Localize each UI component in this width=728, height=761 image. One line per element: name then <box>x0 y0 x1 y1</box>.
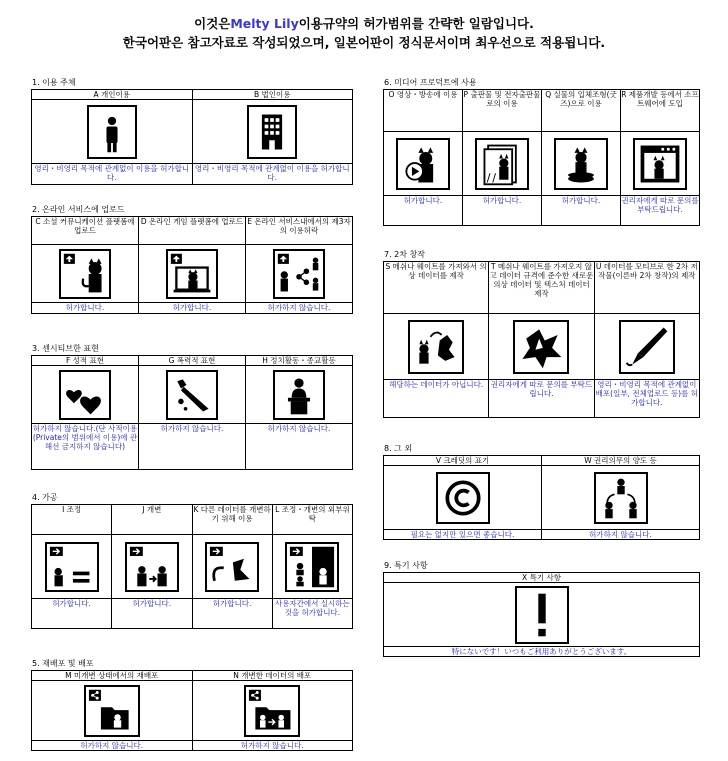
section-derivative-works <box>383 250 700 418</box>
col-label: E 온라인 서비스내에서의 제3자의 이용허락 <box>246 217 353 245</box>
modify-icon <box>125 542 179 592</box>
permission-table <box>383 261 700 418</box>
section-title: 2. 온라인 서비스에 업로드 <box>32 205 125 214</box>
col-label: I 조정 <box>32 505 112 535</box>
col-label: X 특기 사항 <box>384 573 700 583</box>
permission-table <box>383 455 700 540</box>
permission-text: 사용자간에서 실시하는 것을 허가합니다. <box>272 599 352 629</box>
col-label: P 출판물 및 전자출판물로의 이용 <box>463 90 542 132</box>
col-label: B 법인이용 <box>192 90 353 100</box>
col-label: J 개변 <box>112 505 192 535</box>
section-title: 4. 가공 <box>32 493 58 502</box>
permission-text: 허가합니다. <box>32 303 139 314</box>
col-label: V 크레딧의 표기 <box>384 456 542 466</box>
permission-text: 허가하지 않습니다. <box>32 741 193 751</box>
software-icon <box>633 138 687 190</box>
permission-text: 허가합니다. <box>384 196 463 226</box>
header-prefix: 이것은 <box>194 16 231 31</box>
video-icon <box>396 138 450 190</box>
permission-table <box>31 216 353 314</box>
section-title: 8. 그 외 <box>384 444 413 453</box>
permission-table <box>31 670 353 751</box>
section-title: 1. 이용 주체 <box>32 78 76 87</box>
col-label: C 소셜 커뮤니케이션 플랫폼에 업로드 <box>32 217 139 245</box>
adjust-icon <box>45 542 99 592</box>
permission-table <box>383 89 700 226</box>
texture-icon <box>513 320 569 374</box>
distribute-modified-icon <box>244 685 300 737</box>
header-line-1 <box>0 14 728 33</box>
col-label: K 다른 데이터를 개변하기 위해 이용 <box>192 505 272 535</box>
permission-table <box>31 355 353 470</box>
redistribute-icon <box>84 685 140 737</box>
permission-text: 영리・비영리 목적에 관계없이 이용을 허가합니다. <box>192 164 353 185</box>
permission-text: 허가합니다. <box>32 599 112 629</box>
share-network-icon <box>273 249 325 299</box>
permission-text: 허가합니다. <box>139 303 246 314</box>
section-usage-subject <box>31 78 353 185</box>
col-label: S 메쉬나 웨이트를 가져와서 의상 데이터를 제작 <box>384 262 489 314</box>
permission-table <box>383 572 700 657</box>
section-media-products <box>383 78 700 226</box>
col-label: W 권리의무의 양도 등 <box>542 456 700 466</box>
figure-icon <box>554 138 608 190</box>
permission-text: 허가하지 않습니다. <box>542 530 700 540</box>
col-label: N 개변한 데이터의 배포 <box>192 671 353 681</box>
permission-text: 허가합니다. <box>542 196 621 226</box>
permission-text: 필요는 없지만 있으면 좋습니다. <box>384 530 542 540</box>
transfer-icon <box>594 472 648 524</box>
permission-text: 허가합니다. <box>192 599 272 629</box>
mesh-icon <box>408 320 464 374</box>
person-icon <box>87 105 137 159</box>
permission-text: 허가하지 않습니다. <box>192 741 353 751</box>
col-label: M 미개변 상태에서의 재배포 <box>32 671 193 681</box>
transform-icon <box>205 542 259 592</box>
outsource-icon <box>285 542 339 592</box>
exclamation-icon <box>515 586 569 644</box>
permission-text: 권리자에게 따로 문의를 부탁드립니다. <box>621 196 700 226</box>
permission-text: 해당하는 데이터가 아닙니다. <box>384 380 489 418</box>
social-upload-icon <box>59 249 111 299</box>
building-icon <box>247 105 297 159</box>
section-title: 3. 센시티브한 표현 <box>32 344 99 353</box>
section-title: 9. 특기 사항 <box>384 561 428 570</box>
section-online-upload <box>31 205 353 314</box>
header-suffix: 이용규약의 허가범위를 간략한 일람입니다. <box>298 16 534 31</box>
section-title: 5. 재배포 및 배포 <box>32 659 94 668</box>
section-other <box>383 444 700 540</box>
permission-text: 허가합니다. <box>463 196 542 226</box>
col-label: G 폭력적 표현 <box>139 356 246 366</box>
permission-text: 허가합니다. <box>112 599 192 629</box>
permission-text: 영리・비영리 목적에 관계없이 이용을 허가합니다. <box>32 164 193 185</box>
col-label: O 영상・방송에 이용 <box>384 90 463 132</box>
permission-text: 허가하지 않습니다. <box>246 424 353 470</box>
permission-text: 허가하지 않습니다.(단 사적이용(Private의 범위에서 이용)에 관해선 금지하지 않습니다) <box>32 424 139 470</box>
col-label: Q 실물의 입체조형(굿즈)으로 이용 <box>542 90 621 132</box>
header-line-2: 한국어판은 참고자료로 작성되었으며, 일본어판이 정식문서이며 최우선으로 적용됩니다. <box>122 35 606 50</box>
publication-icon <box>475 138 529 190</box>
pen-icon <box>619 320 675 374</box>
hearts-icon <box>59 370 111 420</box>
brand-name: Melty Lily <box>230 16 299 31</box>
col-label: F 성적 표현 <box>32 356 139 366</box>
col-label: U 데이터를 모티브로 한 2차 저작물(이른바 2차 창작)의 제작 <box>594 262 699 314</box>
permission-text: 허가하지 않습니다. <box>246 303 353 314</box>
permission-text: 영리・비영리 목적에 관계없이 배포(일부, 전체업로드 등)를 허가합니다. <box>594 380 699 418</box>
section-title: 7. 2차 창작 <box>384 250 425 259</box>
section-title: 6. 미디어 프로덕트에 사용 <box>384 78 477 87</box>
permission-text: 허가하지 않습니다. <box>139 424 246 470</box>
page-header <box>0 14 728 52</box>
knife-icon <box>166 370 218 420</box>
section-processing <box>31 493 353 629</box>
permission-table <box>31 504 353 629</box>
section-special-notes <box>383 561 700 657</box>
permission-table <box>31 89 353 185</box>
col-label: L 조정・개변의 외부위탁 <box>272 505 352 535</box>
section-sensitive-expression <box>31 344 353 470</box>
permission-text: 권리자에게 따로 문의를 부탁드립니다. <box>489 380 594 418</box>
section-distribution <box>31 659 353 751</box>
podium-icon <box>273 370 325 420</box>
col-label: T 메쉬나 웨이트를 가져오지 않고 데이터 규격에 준수한 새로운 의상 데이터 및 텍스처 데이터 제작 <box>489 262 594 314</box>
permission-text: 特にないです！いつもご利用ありがとうございます。 <box>384 647 700 657</box>
col-label: H 정치활동・종교활동 <box>246 356 353 366</box>
col-label: D 온라인 게임 플랫폼에 업로드 <box>139 217 246 245</box>
col-label: A 개인이용 <box>32 90 193 100</box>
game-upload-icon <box>166 249 218 299</box>
col-label: R 제품개발 등에서 소프트웨어에 도입 <box>621 90 700 132</box>
copyright-icon <box>436 472 490 524</box>
